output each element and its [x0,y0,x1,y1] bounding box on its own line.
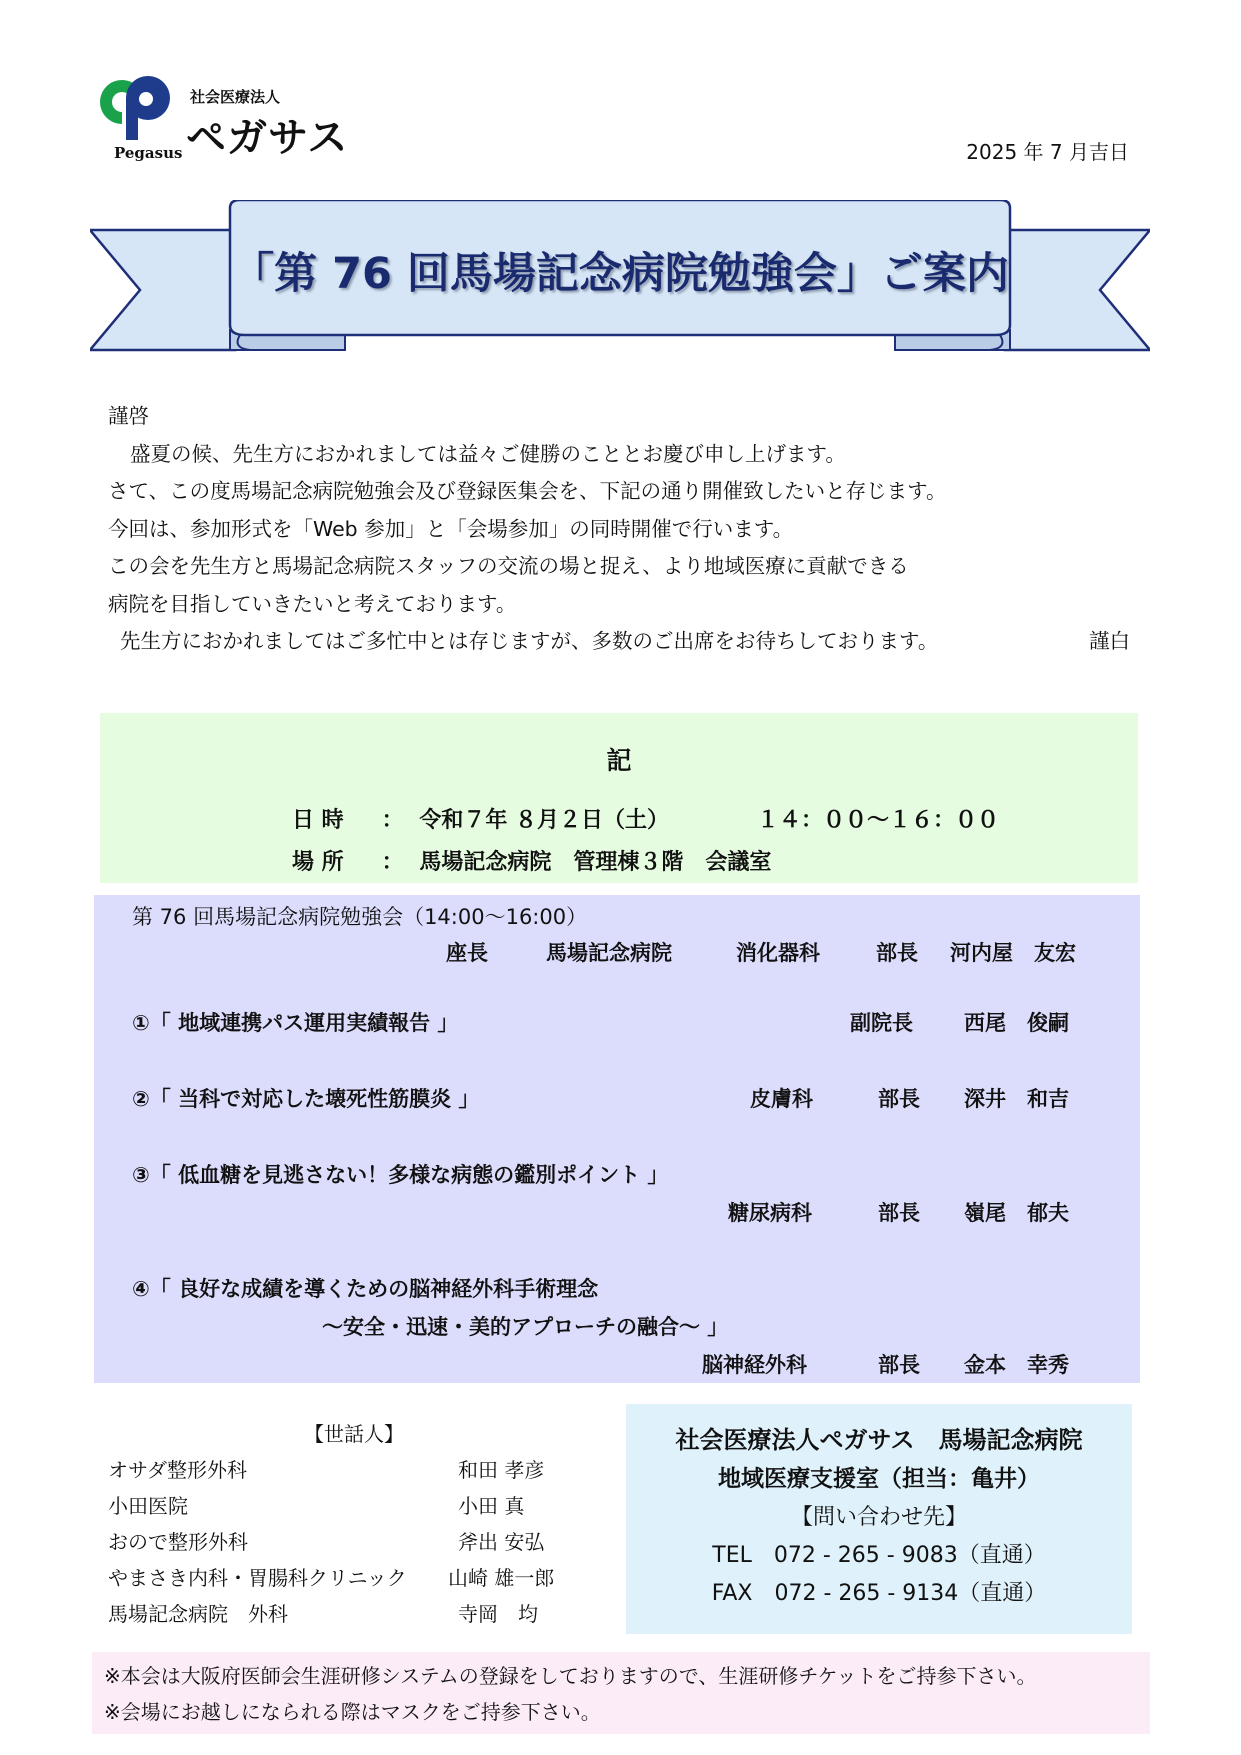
place-row [292,845,771,876]
organizer-name: 斧出 安弘 [458,1530,545,1554]
talk-dept: 脳神経外科 [702,1353,807,1377]
talk-title: ①「 地域連携パス運用実績報告 」 [132,1011,459,1035]
letter-line: この会を先生方と馬場記念病院スタッフの交流の場と捉え、より地域医療に貢献できる [108,554,909,578]
organizer-row [108,1490,525,1519]
letter-closing: 謹白 [1089,629,1130,653]
organizers-heading: 【世話人】 [304,1422,404,1446]
talk-position: 副院長 [850,1011,913,1035]
letter-line: 先生方におかれましてはご多忙中とは存じますが、多数のご出席をお待ちしております。 [120,629,939,653]
place-value: 馬場記念病院 管理棟３階 会議室 [419,850,772,875]
contact-box [626,1404,1132,1634]
logo-latin: Pegasus [114,144,183,162]
contact-tel: TEL 072 - 265 - 9083（直通） [712,1543,1046,1568]
notice-heading: 記 [606,746,632,775]
datetime-label: 日 時 [292,808,344,833]
logo-name: ペガサス [186,115,349,161]
note-line: ※会場にお越しになられる際はマスクをご持参下さい。 [104,1700,601,1724]
issue-date: 2025 年 7 月吉日 [966,140,1129,164]
organizer-row [108,1598,538,1627]
chair-name: 河内屋 友宏 [950,941,1076,965]
program-box [94,895,1140,1383]
organizer-row [108,1526,545,1555]
logo [98,72,358,172]
contact-dept: 地域医療支援室（担当：亀井） [718,1466,1040,1492]
chair-position: 部長 [876,941,918,965]
place-colon: ： [381,850,404,875]
talk-title: ②「 当科で対応した壊死性筋膜炎 」 [132,1087,480,1111]
organizer-name: 山崎 雄一郎 [448,1566,555,1590]
time-value: １４：００～１６：００ [757,808,1000,833]
date-value: 令和７年 ８月２日（土） [419,808,670,833]
chair-hospital: 馬場記念病院 [546,941,672,965]
place-label: 場 所 [292,850,344,875]
note-line: ※本会は大阪府医師会生涯研修システムの登録をしておりますので、生涯研修チケットをご持参下さい。 [104,1664,1037,1688]
organizer-clinic: 小田医院 [108,1494,188,1518]
chair-role: 座長 [446,941,488,965]
talk-dept: 皮膚科 [750,1087,813,1111]
talk-dept: 糖尿病科 [728,1201,812,1225]
talk-position: 部長 [878,1087,920,1111]
organizer-row [108,1454,545,1483]
chair-dept: 消化器科 [736,941,820,965]
letter-line: さて、この度馬場記念病院勉強会及び登録医集会を、下記の通り開催致したいと存じます。 [108,479,947,503]
contact-fax: FAX 072 - 265 - 9134（直通） [711,1581,1047,1606]
organizer-clinic: おので整形外科 [108,1530,248,1554]
organizer-name: 寺岡 均 [458,1602,538,1626]
letter-line: 今回は、参加形式を「Web 参加」と「会場参加」の同時開催で行います。 [108,516,794,541]
letter-line: 病院を目指していきたいと考えております。 [108,591,517,616]
talk-speaker: 西尾 俊嗣 [964,1011,1069,1035]
letter-line: 盛夏の候、先生方におかれましては益々ご健勝のこととお慶び申し上げます。 [130,441,846,466]
talk-speaker: 嶺尾 郁夫 [964,1201,1069,1225]
session-title: 第 76 回馬場記念病院勉強会（14:00～16:00） [132,905,588,929]
organizer-name: 和田 孝彦 [458,1458,545,1482]
organizer-clinic: オサダ整形外科 [108,1458,247,1482]
talk-speaker: 金本 幸秀 [964,1353,1069,1377]
organizer-clinic: やまさき内科・胃腸科クリニック [108,1566,407,1590]
contact-heading: 【問い合わせ先】 [790,1505,967,1530]
logo-org-type: 社会医療法人 [190,88,281,106]
datetime-colon: ： [381,808,404,833]
talk-title: ③「 低血糖を見逃さない！多様な病態の鑑別ポイント 」 [132,1163,669,1187]
title-banner [90,200,1150,365]
notes-box [92,1652,1150,1734]
organizer-row [108,1562,555,1591]
notice-box [100,713,1138,883]
organizer-clinic: 馬場記念病院 外科 [108,1602,288,1626]
letter-body [108,398,1158,661]
talk-subtitle: ～安全・迅速・美的アプローチの融合～ 」 [322,1315,729,1339]
contact-org: 社会医療法人ペガサス 馬場記念病院 [675,1426,1083,1454]
talk-title: ④「 良好な成績を導くための脳神経外科手術理念 [132,1277,599,1301]
datetime-row [292,803,999,834]
page-title: 「第 76 回馬場記念病院勉強会」ご案内 [231,249,1009,299]
organizer-name: 小田 真 [458,1494,525,1518]
talk-position: 部長 [878,1201,920,1225]
talk-speaker: 深井 和吉 [964,1087,1069,1111]
letter-opening: 謹啓 [108,404,149,428]
pegasus-logo-icon [98,72,178,144]
talk-position: 部長 [878,1353,920,1377]
